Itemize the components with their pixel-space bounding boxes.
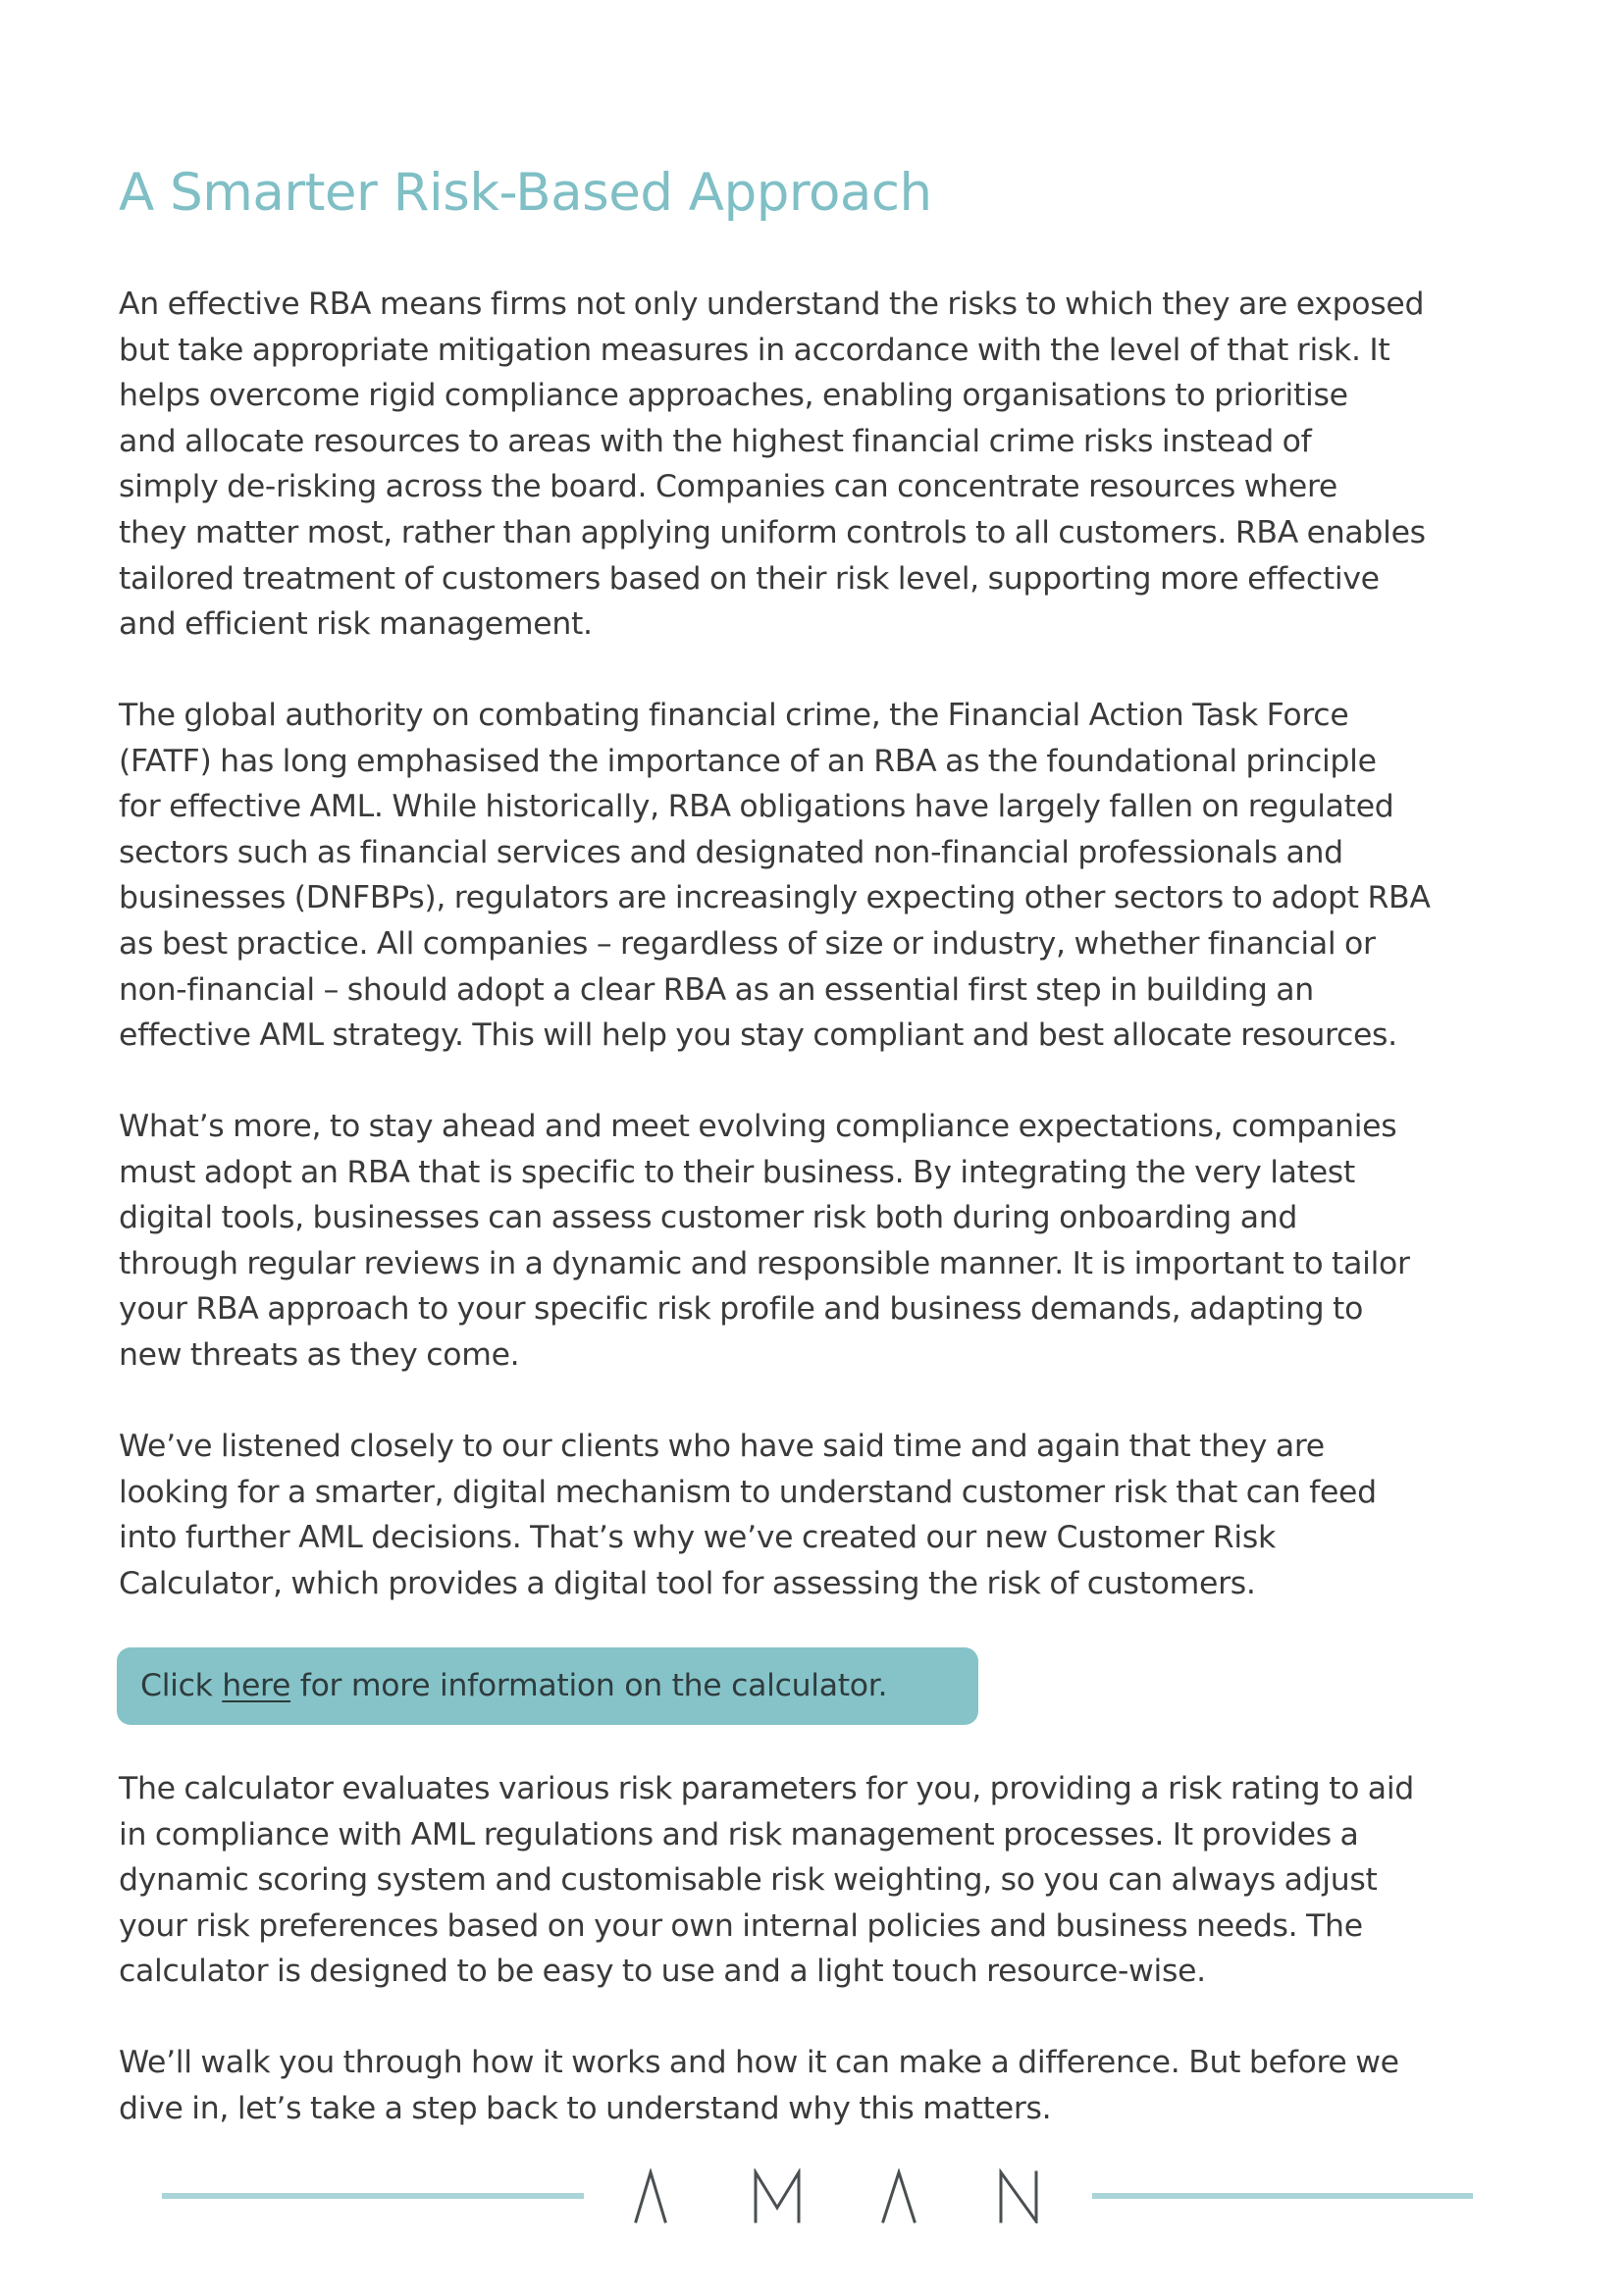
- paragraph-line: into further AML decisions. That’s why we’ve created our new Customer Risk: [119, 1520, 1276, 1556]
- paragraph-6: [119, 2040, 1532, 2131]
- paragraph-line: new threats as they come.: [119, 1336, 520, 1373]
- paragraph-line: they matter most, rather than applying uniform controls to all customers. RBA enables: [119, 514, 1426, 550]
- paragraph-line: dive in, let’s take a step back to understand why this matters.: [119, 2090, 1052, 2126]
- paragraph-line: and allocate resources to areas with the highest financial crime risks instead of: [119, 423, 1312, 459]
- paragraph-line: helps overcome rigid compliance approaches, enabling organisations to prioritise: [119, 378, 1348, 414]
- paragraph-line: The calculator evaluates various risk parameters for you, providing a risk rating to aid: [119, 1771, 1414, 1806]
- paragraph-5: [119, 1766, 1532, 1995]
- paragraph-line: simply de-risking across the board. Companies can concentrate resources where: [119, 469, 1338, 505]
- paragraph-line: We’ve listened closely to our clients who have said time and again that they are: [119, 1429, 1325, 1464]
- paragraph-line: but take appropriate mitigation measures in accordance with the level of that risk. It: [119, 332, 1390, 368]
- callout-suffix: for more information on the calculator.: [290, 1668, 888, 1703]
- paragraph-line: calculator is designed to be easy to use and a light touch resource-wise.: [119, 1954, 1206, 1990]
- paragraph-line: sectors such as financial services and designated non-financial professionals and: [119, 834, 1343, 870]
- paragraph-line: tailored treatment of customers based on their risk level, supporting more effective: [119, 560, 1380, 597]
- paragraph-line: non-financial – should adopt a clear RBA as an essential first step in building an: [119, 971, 1314, 1008]
- page-title: A Smarter Risk-Based Approach: [119, 163, 932, 223]
- paragraph-line: dynamic scoring system and customisable risk weighting, so you can always adjust: [119, 1862, 1378, 1899]
- paragraph-line: We’ll walk you through how it works and how it can make a difference. But before we: [119, 2045, 1399, 2080]
- callout-prefix: Click: [140, 1668, 223, 1703]
- paragraph-line: through regular reviews in a dynamic and responsible manner. It is important to tailor: [119, 1245, 1410, 1281]
- footer-rule-left: [162, 2193, 584, 2199]
- paragraph-line: your risk preferences based on your own internal policies and business needs. The: [119, 1907, 1363, 1944]
- paragraph-line: (FATF) has long emphasised the importance of an RBA as the foundational principle: [119, 743, 1377, 779]
- paragraph-line: as best practice. All companies – regardless of size or industry, whether financial or: [119, 925, 1376, 962]
- calculator-info-callout: [117, 1647, 978, 1725]
- paragraph-line: Calculator, which provides a digital tool for assessing the risk of customers.: [119, 1565, 1256, 1601]
- paragraph-line: businesses (DNFBPs), regulators are increasingly expecting other sectors to adopt RBA: [119, 880, 1431, 916]
- paragraph-line: must adopt an RBA that is specific to their business. By integrating the very latest: [119, 1154, 1355, 1190]
- paragraph-line: and efficient risk management.: [119, 606, 593, 643]
- calculator-info-link[interactable]: here: [222, 1668, 291, 1703]
- paragraph-line: your RBA approach to your specific risk profile and business demands, adapting to: [119, 1291, 1364, 1328]
- paragraph-line: in compliance with AML regulations and risk management processes. It provides a: [119, 1816, 1359, 1852]
- aman-logo: [624, 2168, 1048, 2223]
- paragraph-1: [119, 282, 1532, 648]
- paragraph-4: [119, 1424, 1532, 1606]
- paragraph-line: digital tools, businesses can assess customer risk both during onboarding and: [119, 1200, 1298, 1236]
- paragraph-3: [119, 1104, 1532, 1379]
- footer-rule-right: [1092, 2193, 1473, 2199]
- paragraph-line: What’s more, to stay ahead and meet evolving compliance expectations, companies: [119, 1109, 1397, 1144]
- paragraph-2: [119, 693, 1532, 1059]
- paragraph-line: effective AML strategy. This will help you stay compliant and best allocate resources.: [119, 1018, 1397, 1054]
- paragraph-line: An effective RBA means firms not only understand the risks to which they are exposed: [119, 287, 1425, 322]
- paragraph-line: The global authority on combating financial crime, the Financial Action Task Force: [119, 698, 1349, 733]
- paragraph-line: for effective AML. While historically, RBA obligations have largely fallen on regulated: [119, 789, 1394, 825]
- paragraph-line: looking for a smarter, digital mechanism to understand customer risk that can feed: [119, 1474, 1377, 1510]
